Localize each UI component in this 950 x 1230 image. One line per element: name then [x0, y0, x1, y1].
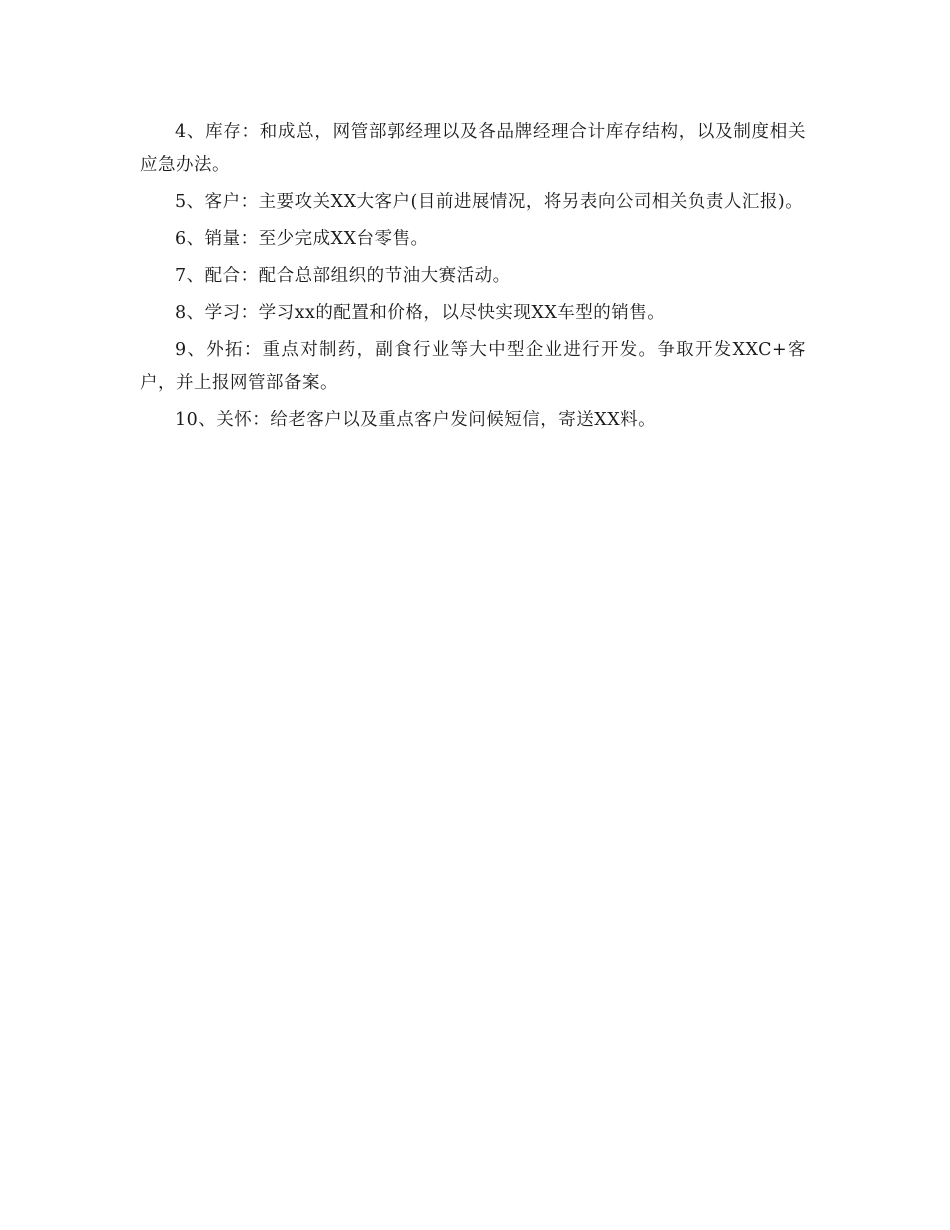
paragraph-sales: 6、销量：至少完成XX台零售。	[175, 229, 429, 249]
paragraph-expansion: 9、外拓：重点对制药，副食行业等大中型企业进行开发。争取开发XXC+客户，并上报网管部备案。	[140, 340, 806, 393]
paragraph-learning: 8、学习：学习xx的配置和价格，以尽快实现XX车型的销售。	[175, 303, 666, 323]
document-body	[140, 116, 806, 441]
paragraph-customers: 5、客户：主要攻关XX大客户(目前进展情况，将另表向公司相关负责人汇报)。	[175, 192, 804, 212]
paragraph-cooperation: 7、配合：配合总部组织的节油大赛活动。	[175, 266, 511, 286]
paragraph-care: 10、关怀：给老客户以及重点客户发问候短信，寄送XX料。	[175, 410, 657, 430]
paragraph-inventory: 4、库存：和成总，网管部郭经理以及各品牌经理合计库存结构，以及制度相关应急办法。	[140, 122, 806, 175]
